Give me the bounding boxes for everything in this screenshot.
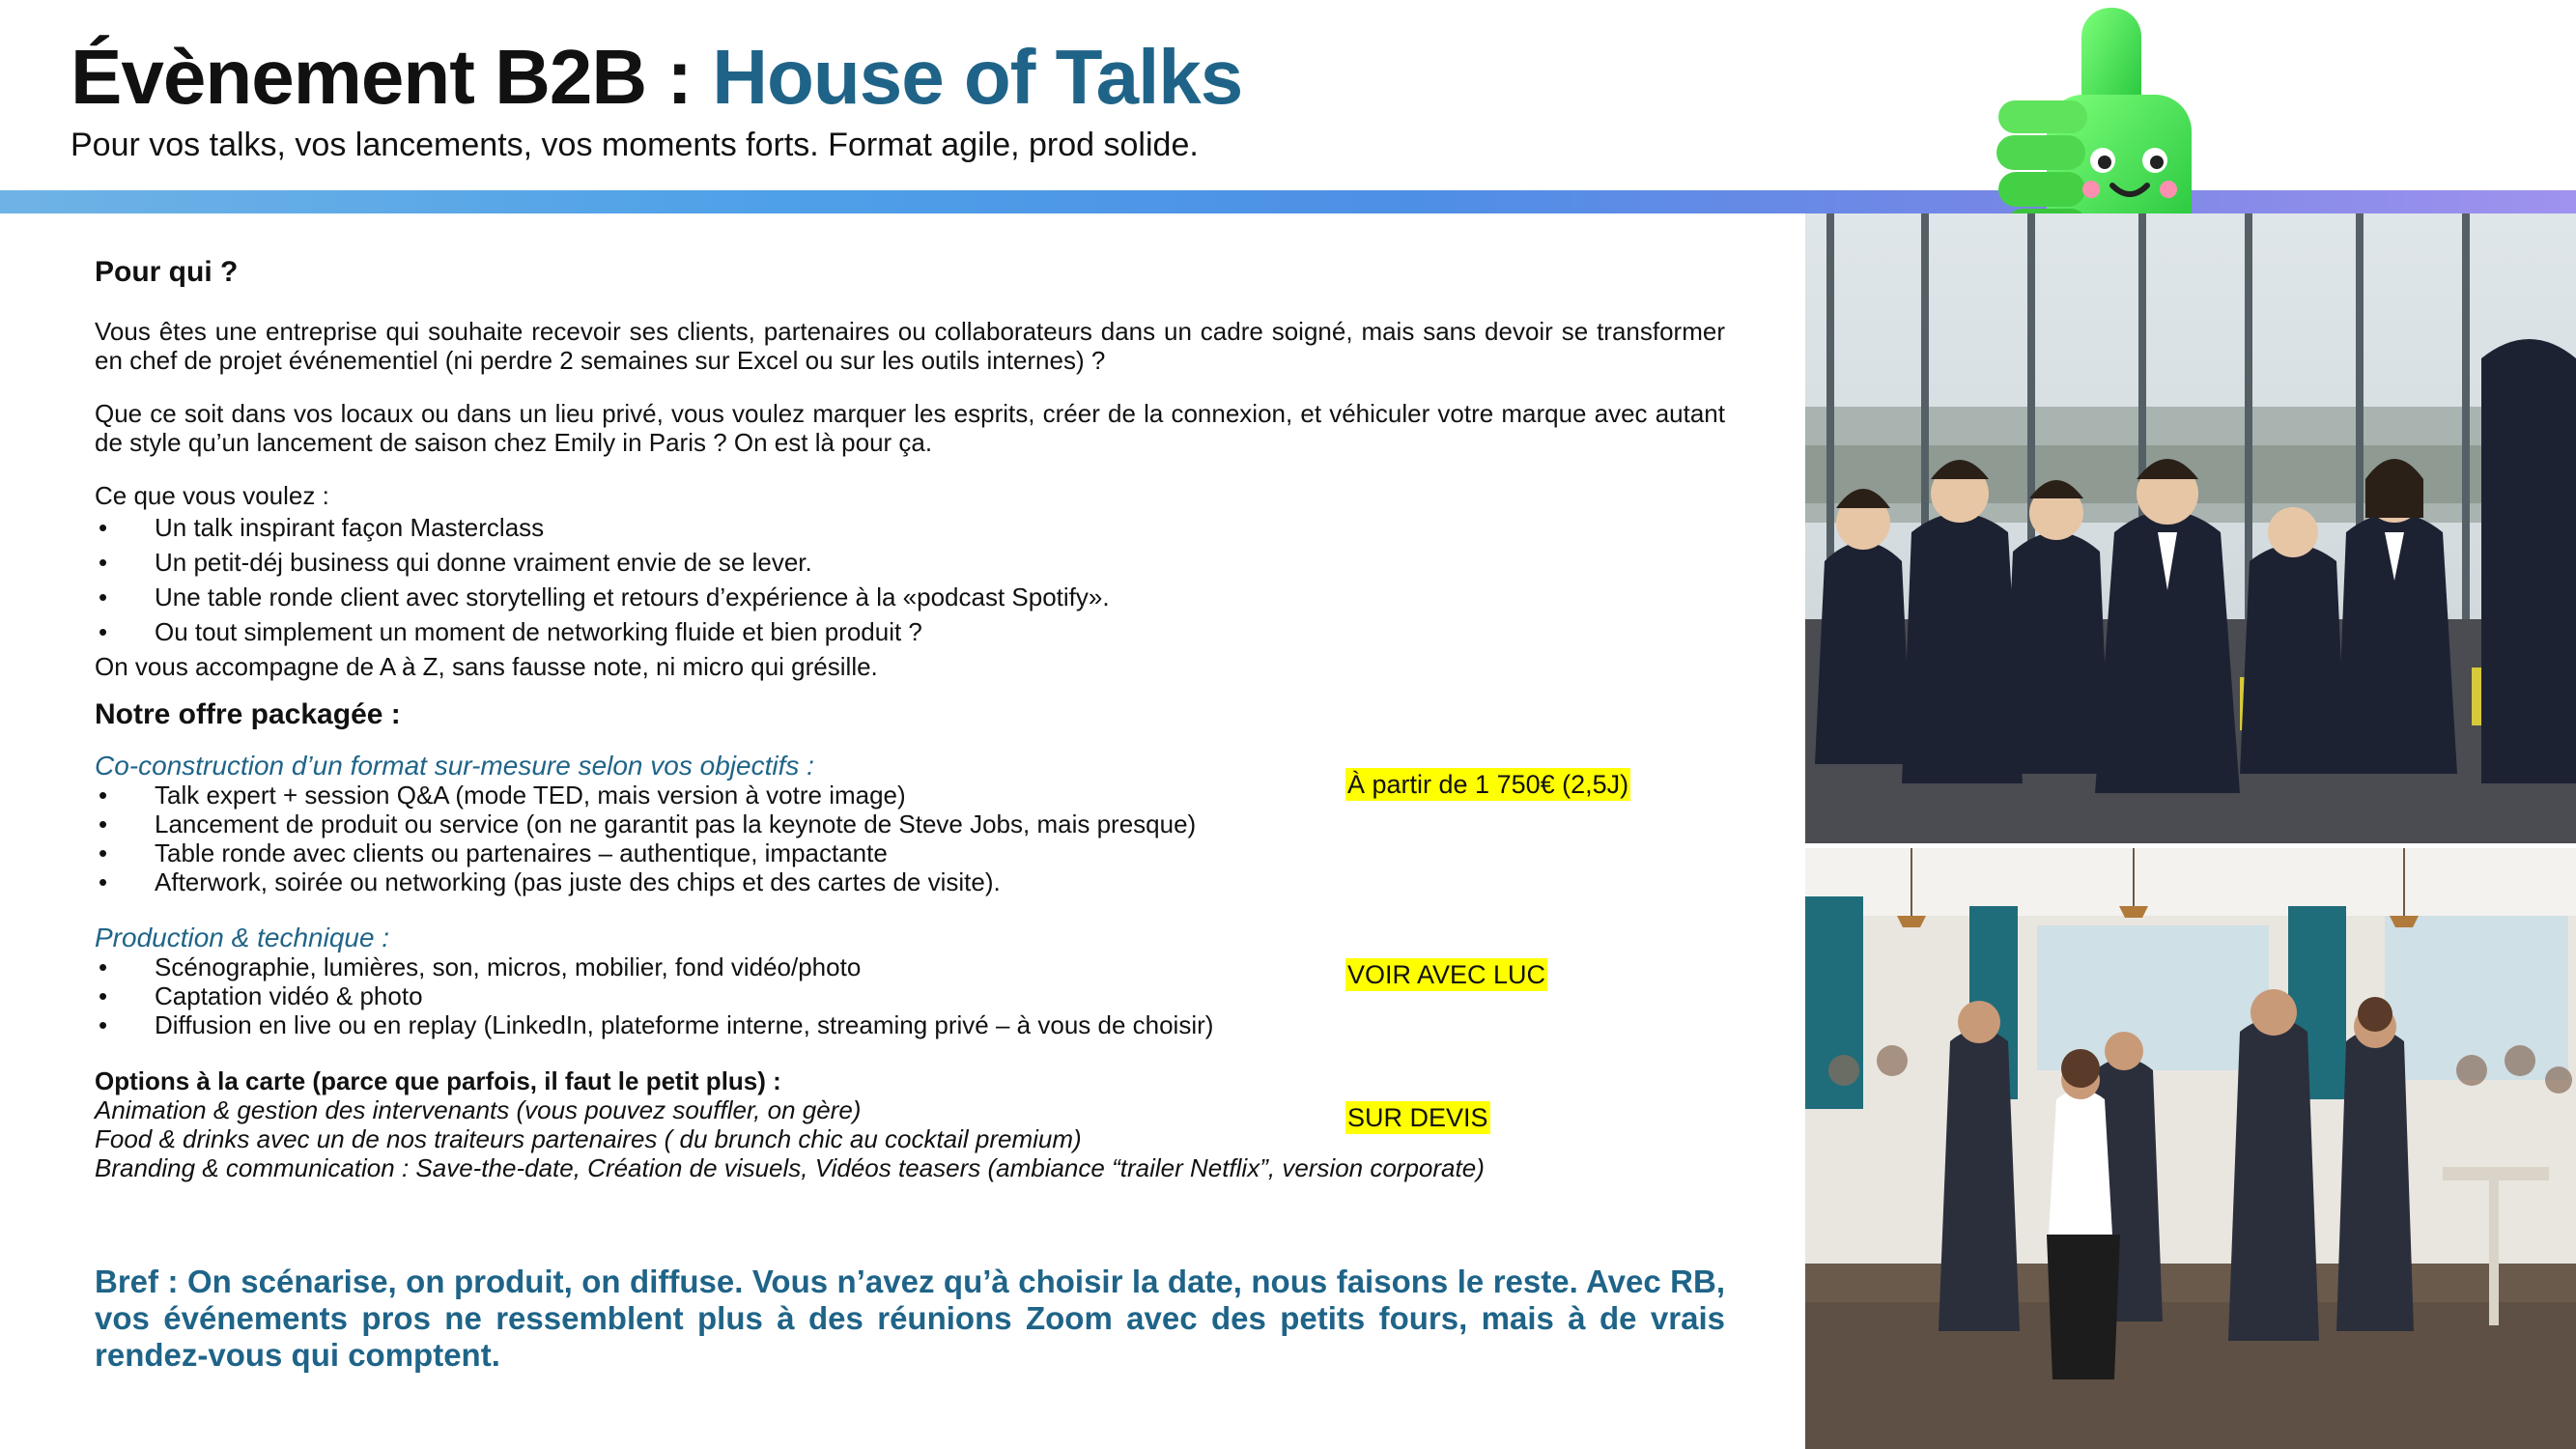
title-prefix: Évènement B2B : — [71, 34, 692, 120]
conclusion-text: Bref : On scénarise, on produit, on diffuse. Vous n’avez qu’à choisir la date, nous faisons le reste. Avec RB, vos événements pros ne ressemblent plus à des réunions Zoom avec des petits fours, mais à de vrais rendez-vous qui comptent. — [95, 1264, 1725, 1373]
paragraph-context: Que ce soit dans vos locaux ou dans un lieu privé, vous voulez marquer les esprits, créer de la connexion, et véhiculer votre marque avec autant de style qu’un lancement de saison chez Emily in Paris ? On est là pour ça. — [95, 399, 1725, 457]
list-item: • Captation vidéo & photo — [95, 981, 1725, 1010]
title-accent: House of Talks — [712, 34, 1243, 120]
list-item: • Un talk inspirant façon Masterclass — [95, 510, 1725, 545]
list-item: • Afterwork, soirée ou networking (pas juste des chips et des cartes de visite). — [95, 867, 1725, 896]
main-content — [95, 253, 1725, 1182]
option-line: Animation & gestion des intervenants (vous pouvez souffler, on gère) — [95, 1095, 862, 1124]
closing-line: On vous accompagne de A à Z, sans fausse note, ni micro qui grésille. — [95, 652, 878, 681]
price-badge-production: VOIR AVEC LUC — [1347, 960, 1546, 989]
list-item: • Une table ronde client avec storytelling et retours d’expérience à la «podcast Spotify». — [95, 580, 1725, 614]
list-item: • Scénographie, lumières, son, micros, mobilier, fond vidéo/photo — [95, 952, 1725, 981]
list-item: • Diffusion en live ou en replay (LinkedIn, plateforme interne, streaming privé – à vous de choisir) — [95, 1010, 1725, 1039]
wants-intro: Ce que vous voulez : — [95, 481, 329, 510]
list-item: • Talk expert + session Q&A (mode TED, mais version à votre image) — [95, 781, 1725, 810]
option-line: Food & drinks avec un de nos traiteurs partenaires ( du brunch chic au cocktail premium) — [95, 1124, 1082, 1153]
price-badge-options: SUR DEVIS — [1347, 1103, 1488, 1132]
coconstruction-title: Co-construction d’un format sur-mesure selon vos objectifs : — [95, 751, 814, 781]
options-title: Options à la carte (parce que parfois, il faut le petit plus) : — [95, 1066, 781, 1095]
wants-list — [95, 510, 1725, 649]
list-item: • Un petit-déj business qui donne vraiment envie de se lever. — [95, 545, 1725, 580]
section-heading-offre: Notre offre packagée : — [95, 698, 401, 730]
conference-audience-photo — [1805, 213, 2576, 843]
option-line: Branding & communication : Save-the-date, Création de visuels, Vidéos teasers (ambiance “trailer Netflix”, version corporate) — [95, 1153, 1485, 1182]
list-item: • Lancement de produit ou service (on ne garantit pas la keynote de Steve Jobs, mais presque) — [95, 810, 1725, 838]
page-title — [71, 29, 1242, 126]
networking-reception-photo — [1805, 848, 2576, 1449]
paragraph-intro: Vous êtes une entreprise qui souhaite recevoir ses clients, partenaires ou collaborateurs dans un cadre soigné, mais sans devoir se transformer en chef de projet événementiel (ni perdre 2 semaines sur Excel ou sur les outils internes) ? — [95, 317, 1725, 375]
production-title: Production & technique : — [95, 923, 390, 952]
section-heading-pour-qui: Pour qui ? — [95, 256, 239, 288]
page-subtitle: Pour vos talks, vos lancements, vos moments forts. Format agile, prod solide. — [71, 127, 1199, 163]
price-badge-coconstruction: À partir de 1 750€ (2,5J) — [1347, 770, 1629, 799]
list-item: • Table ronde avec clients ou partenaires – authentique, impactante — [95, 838, 1725, 867]
list-item: • Ou tout simplement un moment de networking fluide et bien produit ? — [95, 614, 1725, 649]
